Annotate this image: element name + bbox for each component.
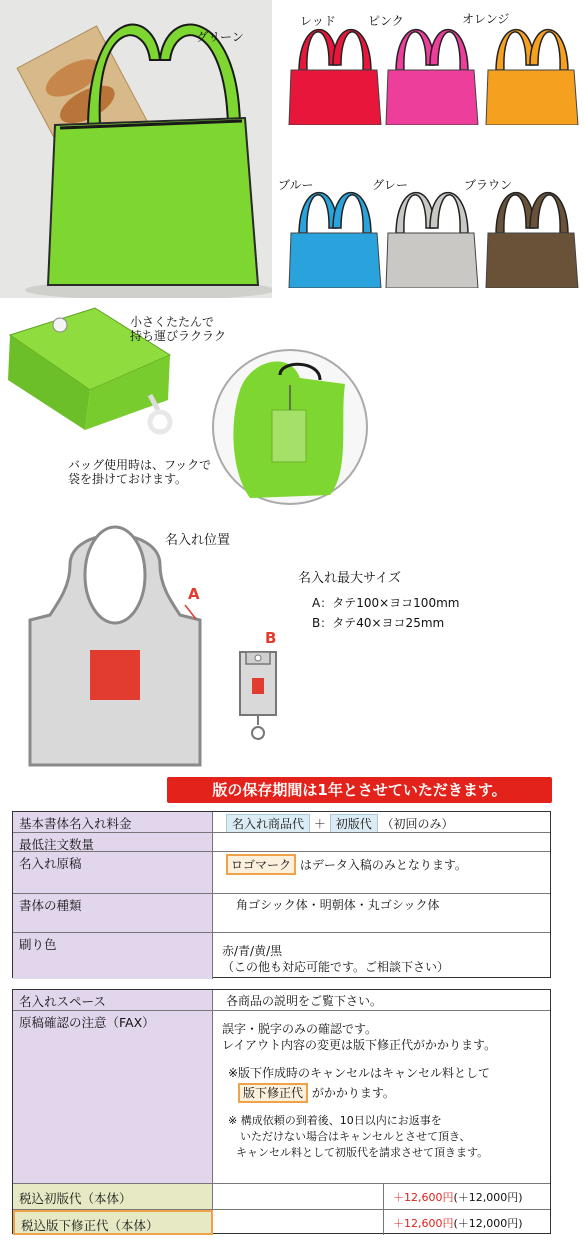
plus-sign: ＋: [313, 817, 326, 831]
folded-caption: 小さくたたんで 持ち運びラクラク: [130, 315, 227, 343]
row-value: [214, 933, 550, 979]
row-value: [385, 1184, 550, 1209]
size-a: A：タテ100×ヨコ100mm: [312, 596, 460, 610]
table-row: [13, 990, 550, 1010]
reply-note-1: ※ 構成依頼の到着後、10日以内にお返事を: [228, 1114, 442, 1127]
color-label: ブラウン: [464, 178, 513, 192]
color-label: ブルー: [278, 178, 314, 192]
first-time-note: （初回のみ）: [381, 817, 454, 831]
row-value: [214, 812, 550, 832]
revision-fee-tag: 版下修正代: [238, 1083, 308, 1103]
table-row: [13, 1209, 550, 1235]
folded-bag-area: [0, 300, 585, 510]
row-label: 原稿確認の注意（FAX）: [13, 1011, 213, 1183]
row-label: 税込初版代（本体）: [13, 1184, 213, 1209]
print-area-a: [90, 650, 140, 700]
row-label: 税込版下修正代（本体）: [13, 1210, 213, 1235]
color-label-green: グリーン: [196, 30, 244, 44]
table-row: [13, 1010, 550, 1183]
empty-cell: [214, 1184, 384, 1209]
marker-a: A: [188, 585, 200, 603]
ink-colors: 赤/青/黄/黒: [222, 944, 283, 958]
table-row: [13, 893, 550, 932]
color-label: オレンジ: [462, 12, 510, 26]
table-row: [13, 851, 550, 893]
first-plate-pill: 初版代: [330, 814, 378, 833]
revision-body-price: (＋12,000円): [453, 1217, 523, 1230]
empty-cell: [214, 1210, 384, 1235]
color-label: レッド: [300, 14, 336, 28]
table-row: [13, 1183, 550, 1209]
reply-note-2: いただけない場合はキャンセルとさせて頂き、: [240, 1130, 471, 1143]
print-position-diagram: [0, 515, 585, 775]
manuscript-note: はデータ入稿のみとなります。: [299, 858, 467, 872]
size-b: B：タテ40×ヨコ25mm: [312, 616, 445, 630]
marker-b: B: [265, 629, 277, 647]
revision-price: ＋12,600円: [393, 1217, 454, 1230]
row-value: [385, 1210, 550, 1235]
row-label: 刷り色: [13, 933, 213, 979]
first-plate-body-price: (＋12,000円): [453, 1191, 523, 1204]
size-title: 名入れ最大サイズ: [298, 571, 401, 586]
table-row: [13, 812, 550, 832]
row-label: 名入れ原稿: [13, 852, 213, 893]
table-row: [13, 932, 550, 979]
print-position-svg: [0, 515, 585, 775]
color-label: ピンク: [368, 14, 404, 28]
diagram-title: 名入れ位置: [165, 533, 231, 548]
pricing-table: [12, 811, 551, 978]
cancel-note-2: [222, 1083, 542, 1103]
color-label: グレー: [372, 178, 409, 192]
typeface-value: 角ゴシック体・明朝体・丸ゴシック体: [236, 898, 440, 912]
cancel-note-2-text: がかかります。: [311, 1086, 395, 1100]
row-label: 名入れスペース: [13, 990, 213, 1010]
ink-colors-note: （この他も対応可能です。ご相談下さい）: [222, 960, 450, 974]
row-value: [214, 833, 550, 851]
row-label: 書体の種類: [13, 894, 213, 932]
logo-mark-tag: ロゴマーク: [226, 854, 296, 875]
row-value: [214, 1011, 550, 1183]
row-label: 最低注文数量: [13, 833, 213, 851]
reply-note-3: キャンセル料として初版代を請求させて頂きます。: [236, 1146, 489, 1159]
check-note-1: 誤字・脱字のみの確認です。: [222, 1022, 378, 1036]
table-row: [13, 832, 550, 851]
cancel-note-1: ※版下作成時のキャンセルはキャンセル料として: [228, 1066, 491, 1080]
space-value: 各商品の説明をご覧下さい。: [226, 994, 383, 1008]
row-label: 基本書体名入れ料金: [13, 812, 213, 832]
notes-table: [12, 989, 551, 1234]
check-note-2: レイアウト内容の変更は版下修正代がかかります。: [222, 1038, 497, 1052]
print-area-b: [252, 678, 264, 694]
retention-banner: 版の保存期間は1年とさせていただきます。: [167, 777, 552, 803]
hook-caption: バッグ使用時は、フックで 袋を掛けておけます。: [68, 458, 212, 486]
product-fee-pill: 名入れ商品代: [226, 814, 310, 833]
main-bag-photo: [0, 0, 272, 298]
row-value: [214, 852, 550, 893]
first-plate-price: ＋12,600円: [393, 1191, 454, 1204]
